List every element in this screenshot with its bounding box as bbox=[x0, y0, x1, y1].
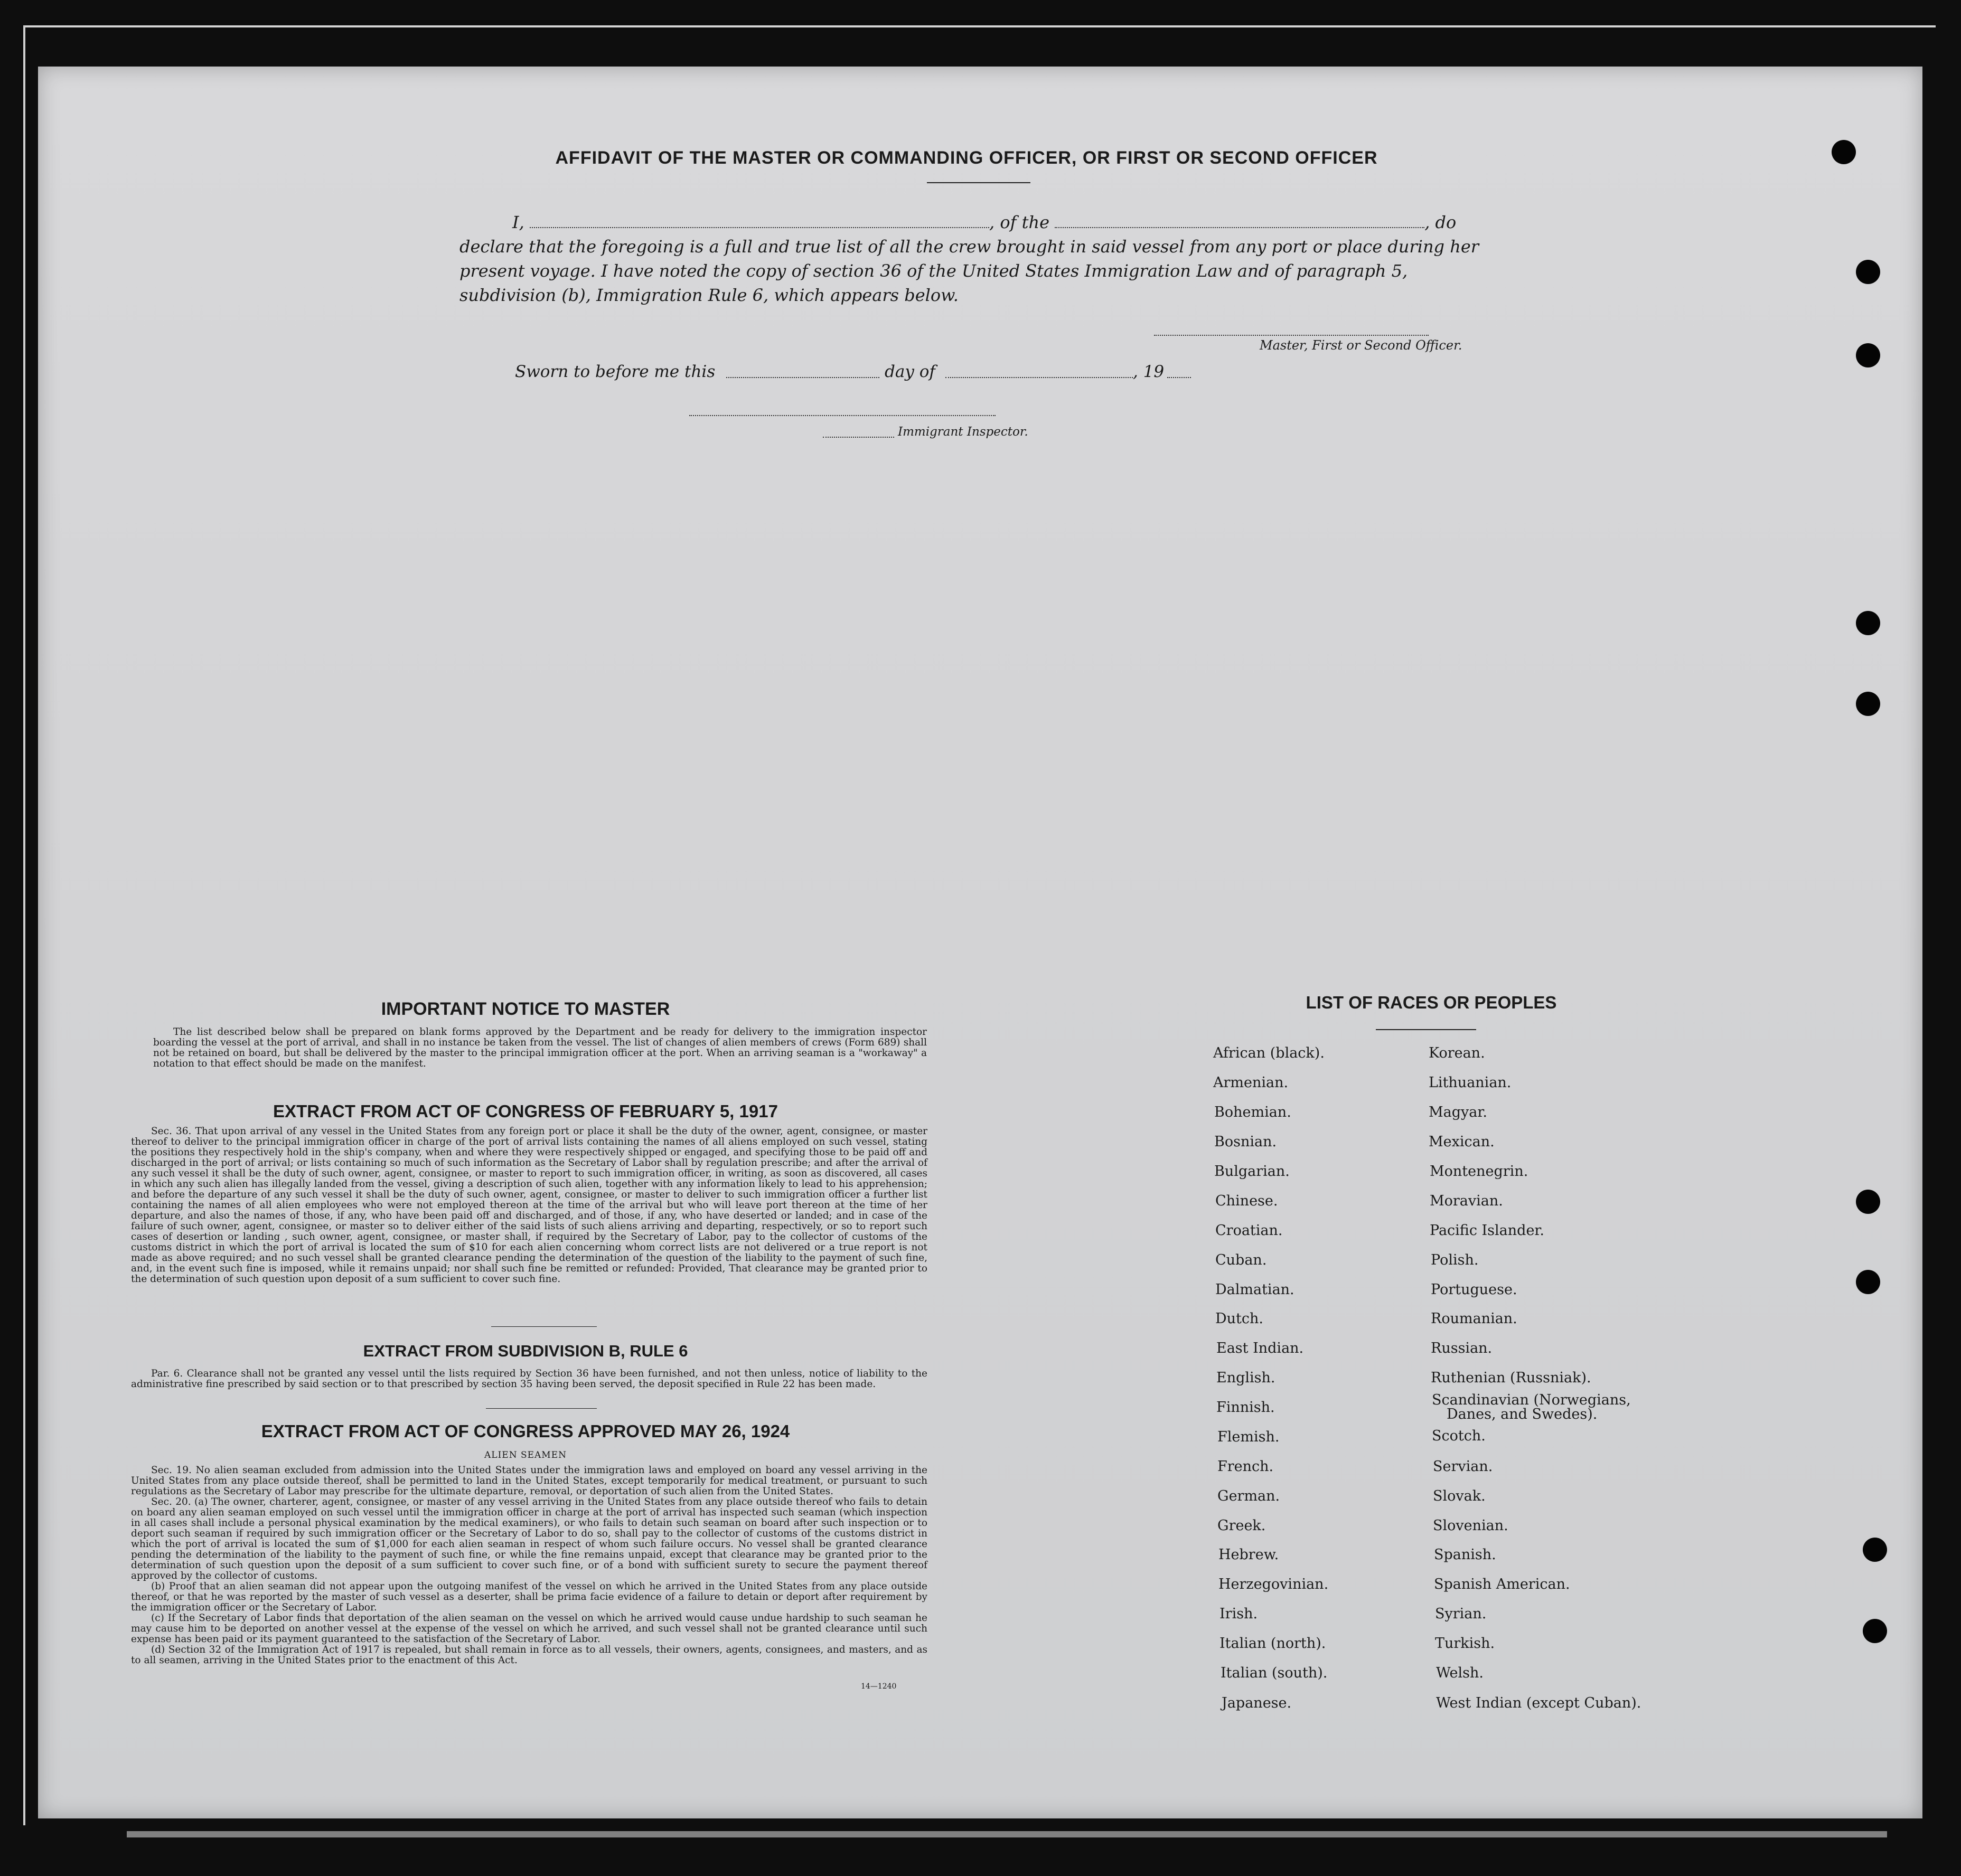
scan-border-top bbox=[25, 25, 1936, 27]
race-item: Korean. bbox=[1429, 1045, 1485, 1061]
race-item: Finnish. bbox=[1216, 1399, 1275, 1416]
subdivision-title: EXTRACT FROM SUBDIVISION B, RULE 6 bbox=[363, 1342, 688, 1360]
race-item: Lithuanian. bbox=[1429, 1074, 1512, 1091]
extract-1924-text: Sec. 19. No alien seaman excluded from admission into the United States under the immigration laws and employed on board any vessel arriving in the United States from any place outside thereof, shall be permitted to land in the United States, except temporarily for medical treatment, or pursuant to such regulations as the Secretary of Labor may prescribe for the ultimate departure, removal, or deportation of such alien from the United States. Sec. 20. (a) The owner, charterer, agent, consignee, or master of any vessel arriving in the United States from any place outside thereof who fails to detain on board any alien seaman employed on such vessel until the immigration officer in charge at the port of arrival has inspected such seaman (which inspection in all cases shall include a personal physical examination by the medical examiners), or who fails to detain such seaman on board after such inspection or to deport such seaman if required by such immigration officer or the Secretary of Labor to do so, shall pay to the collector of customs of the customs district in which the port of arrival is located the sum of $1,000 for each alien seaman in respect of whom such failure occurs. No vessel shall be granted clearance pending the determination of the liability to the payment of such fine, or while the fine remains unpaid, except that clearance may be granted prior to the determination of such question upon the deposit of a sum sufficient to cover such fine, or of a bond with sufficient surety to secure the payment thereof approved by the collector of customs. (b) Proof that an alien seaman did not appear upon the outgoing manifest of the vessel on which he arrived in the United States from any place outside thereof, or that he was reported by the master of such vessel as a deserter, shall be prima facie evidence of a failure to detain or deport after requirement by the immigration officer or the Secretary of Labor. (c) If the Secretary of Labor finds that deportation of the alien seaman on the vessel on which he arrived would cause undue hardship to such seaman he may cause him to be deported on another vessel at the expense of the vessel on which he arrived, and such vessel shall not be granted clearance until such expense has been paid or its payment guaranteed to the satisfaction of the Secretary of Labor. (d) Section 32 of the Immigration Act of 1917 is repealed, but shall remain in force as to all vessels, their owners, agents, consignees, and masters, and as to all seamen, arriving in the United States prior to the enactment of this Act. bbox=[131, 1465, 927, 1666]
race-item: West Indian (except Cuban). bbox=[1436, 1695, 1641, 1711]
punch-hole bbox=[1856, 1190, 1880, 1214]
punch-hole bbox=[1863, 1538, 1887, 1562]
race-item: Dutch. bbox=[1215, 1311, 1263, 1327]
i-label: I, bbox=[512, 212, 524, 232]
race-item: French. bbox=[1217, 1458, 1274, 1475]
race-item: Servian. bbox=[1433, 1458, 1493, 1475]
race-item: Welsh. bbox=[1436, 1665, 1484, 1681]
race-item: Bohemian. bbox=[1214, 1104, 1291, 1120]
notice-title: IMPORTANT NOTICE TO MASTER bbox=[381, 999, 670, 1019]
race-item: Flemish. bbox=[1217, 1429, 1280, 1445]
punch-hole bbox=[1832, 140, 1856, 164]
race-item: Greek. bbox=[1217, 1517, 1266, 1534]
inspector-label: Immigrant Inspector. bbox=[898, 425, 1028, 439]
section-divider bbox=[486, 1408, 597, 1409]
race-item: Italian (south). bbox=[1221, 1665, 1328, 1681]
race-item: Slovenian. bbox=[1433, 1517, 1508, 1534]
extract-1917-title: EXTRACT FROM ACT OF CONGRESS OF FEBRUARY 5, 1917 bbox=[273, 1101, 778, 1121]
race-item: Chinese. bbox=[1215, 1193, 1278, 1209]
race-item: Polish. bbox=[1431, 1252, 1479, 1268]
sworn-day-blank[interactable] bbox=[726, 377, 879, 378]
race-item: English. bbox=[1216, 1370, 1275, 1386]
race-item: Turkish. bbox=[1435, 1635, 1495, 1652]
subdivision-text: Par. 6. Clearance shall not be granted any vessel until the lists required by Section 36 have been furnished, and not then unless, notice of liability to the administrative fine prescribed by said section or to that prescribed by section 35 having been served, the deposit specified in Rule 22 has been made. bbox=[131, 1368, 927, 1390]
form-code: 14—1240 bbox=[861, 1682, 897, 1691]
punch-hole bbox=[1856, 692, 1880, 716]
race-item: Syrian. bbox=[1435, 1606, 1487, 1622]
section-divider bbox=[491, 1326, 597, 1327]
title-rule bbox=[927, 182, 1030, 183]
race-item: Dalmatian. bbox=[1215, 1281, 1294, 1298]
race-item: Magyar. bbox=[1429, 1104, 1487, 1120]
race-item: Spanish American. bbox=[1434, 1576, 1570, 1592]
alien-seamen-subtitle: ALIEN SEAMEN bbox=[484, 1450, 567, 1460]
day-of-label: day of bbox=[885, 362, 935, 381]
of-the-label: , of the bbox=[989, 212, 1050, 232]
inspector-signature-line-2[interactable] bbox=[823, 437, 894, 438]
race-item: Japanese. bbox=[1222, 1695, 1292, 1711]
race-item: Croatian. bbox=[1215, 1222, 1283, 1239]
sworn-month-blank[interactable] bbox=[945, 377, 1133, 378]
name-blank[interactable] bbox=[530, 216, 989, 228]
races-title: LIST OF RACES OR PEOPLES bbox=[1306, 993, 1557, 1012]
races-title-rule bbox=[1376, 1029, 1476, 1030]
year-label: , 19 bbox=[1133, 362, 1165, 381]
vessel-blank[interactable] bbox=[1055, 216, 1424, 228]
race-item: Italian (north). bbox=[1219, 1635, 1326, 1652]
affidavit-title: AFFIDAVIT OF THE MASTER OR COMMANDING OFFICER, OR FIRST OR SECOND OFFICER bbox=[555, 148, 1378, 168]
affidavit-body: that the foregoing is a full and true list of all the crew brought in said vessel from any port or place during her present voyage. I have noted the copy of section 36 of the United States Immigration Law and of paragraph 5, subdivision (b), Immigration Rule 6, which appears below. bbox=[459, 237, 1479, 305]
race-item: Armenian. bbox=[1213, 1074, 1289, 1091]
punch-hole bbox=[1856, 343, 1880, 367]
notice-text: The list described below shall be prepared on blank forms approved by the Department and be ready for delivery to the immigration inspector boarding the vessel at the port of arrival, and shall in no instance be taken from the vessel. The list of changes of alien members of crews (Form 689) shall not be retained on board, but shall be delivered by the master to the principal immigration officer at the port. When an arriving seaman is a "workaway" a notation to that effect should be made on the manifest. bbox=[153, 1026, 927, 1069]
extract-1924-title: EXTRACT FROM ACT OF CONGRESS APPROVED MAY 26, 1924 bbox=[261, 1421, 790, 1441]
race-item: Slovak. bbox=[1433, 1488, 1486, 1504]
punch-hole bbox=[1856, 611, 1880, 635]
race-item: Danes, and Swedes). bbox=[1447, 1406, 1598, 1422]
race-item: Bosnian. bbox=[1214, 1134, 1277, 1150]
race-item: Ruthenian (Russniak). bbox=[1431, 1370, 1591, 1386]
race-item: East Indian. bbox=[1216, 1340, 1304, 1356]
race-item: African (black). bbox=[1213, 1045, 1325, 1061]
sworn-year-blank[interactable] bbox=[1167, 377, 1191, 378]
master-signature-line[interactable] bbox=[1154, 335, 1429, 336]
race-item: Spanish. bbox=[1434, 1547, 1496, 1563]
extract-1917-text: Sec. 36. That upon arrival of any vessel in the United States from any foreign port or place it shall be the duty of the owner, agent, consignee, or master thereof to deliver to the principal immigration officer in charge of the port of arrival lists containing the names of all aliens employed on such vessel, stating the positions they respectively hold in the ship's company, when and where they were respectively shipped or engaged, and specifying those to be paid off and discharged in the port of arrival; or lists containing so much of such information as the Secretary of Labor shall by regulation prescribe; and after the arrival of any such vessel it shall be the duty of such owner, agent, consignee, or master to report to such immigration officer, in writing, as soon as discovered, all cases in which any such alien has illegally landed from the vessel, giving a description of such alien, together with any information likely to lead to his apprehension; and before the departure of any such vessel it shall be the duty of such owner, agent, consignee, or master to deliver to such immigration officer a further list containing the names of all alien employees who were not employed thereon at the time of the arrival but who will leave port thereon at the time of her departure, and also the names of those, if any, who have been paid off and discharged, and of those, if any, who have deserted or landed; and in case of the failure of such owner, agent, consignee, or master so to deliver either of the said lists of such aliens arriving and departing, respectively, or so to report such cases of desertion or landing , such owner, agent, consignee, or master shall, if required by the Secretary of Labor, pay to the collector of customs of the customs district in which the port of arrival is located the sum of $10 for each alien concerning whom correct lists are not delivered or a true report is not made as above required; and no such vessel shall be granted clearance pending the determination of the question of the liability to the payment of such fine, and, in the event such fine is imposed, while it remains unpaid; nor shall such fine be remitted or refunded: Provided, That clearance may be granted prior to the determination of such question upon deposit of a sum sufficient to cover such fine. bbox=[131, 1126, 927, 1285]
race-item: Scandinavian (Norwegians, bbox=[1432, 1392, 1631, 1408]
scan-border-bottom bbox=[127, 1831, 1887, 1837]
race-item: Pacific Islander. bbox=[1430, 1222, 1544, 1239]
sworn-label: Sworn to before me this bbox=[515, 362, 716, 381]
affidavit-declaration bbox=[459, 210, 1495, 307]
do-declare-label: , do declare bbox=[459, 212, 1457, 257]
inspector-signature-line[interactable] bbox=[689, 415, 996, 416]
race-item: Scotch. bbox=[1432, 1428, 1486, 1444]
race-item: Mexican. bbox=[1429, 1134, 1495, 1150]
master-label: Master, First or Second Officer. bbox=[1260, 338, 1462, 353]
race-item: Herzegovinian. bbox=[1218, 1576, 1329, 1592]
race-item: Portuguese. bbox=[1431, 1281, 1517, 1298]
race-item: Cuban. bbox=[1215, 1252, 1267, 1268]
race-item: German. bbox=[1217, 1488, 1280, 1504]
race-item: Roumanian. bbox=[1431, 1311, 1517, 1327]
race-item: Bulgarian. bbox=[1214, 1163, 1290, 1180]
race-item: Moravian. bbox=[1430, 1193, 1503, 1209]
punch-hole bbox=[1856, 260, 1880, 284]
race-item: Montenegrin. bbox=[1430, 1163, 1528, 1180]
scan-border-left bbox=[23, 25, 25, 1825]
race-item: Hebrew. bbox=[1218, 1547, 1279, 1563]
race-item: Irish. bbox=[1219, 1606, 1258, 1622]
race-item: Russian. bbox=[1431, 1340, 1493, 1356]
punch-hole bbox=[1863, 1619, 1887, 1643]
punch-hole bbox=[1856, 1270, 1880, 1294]
